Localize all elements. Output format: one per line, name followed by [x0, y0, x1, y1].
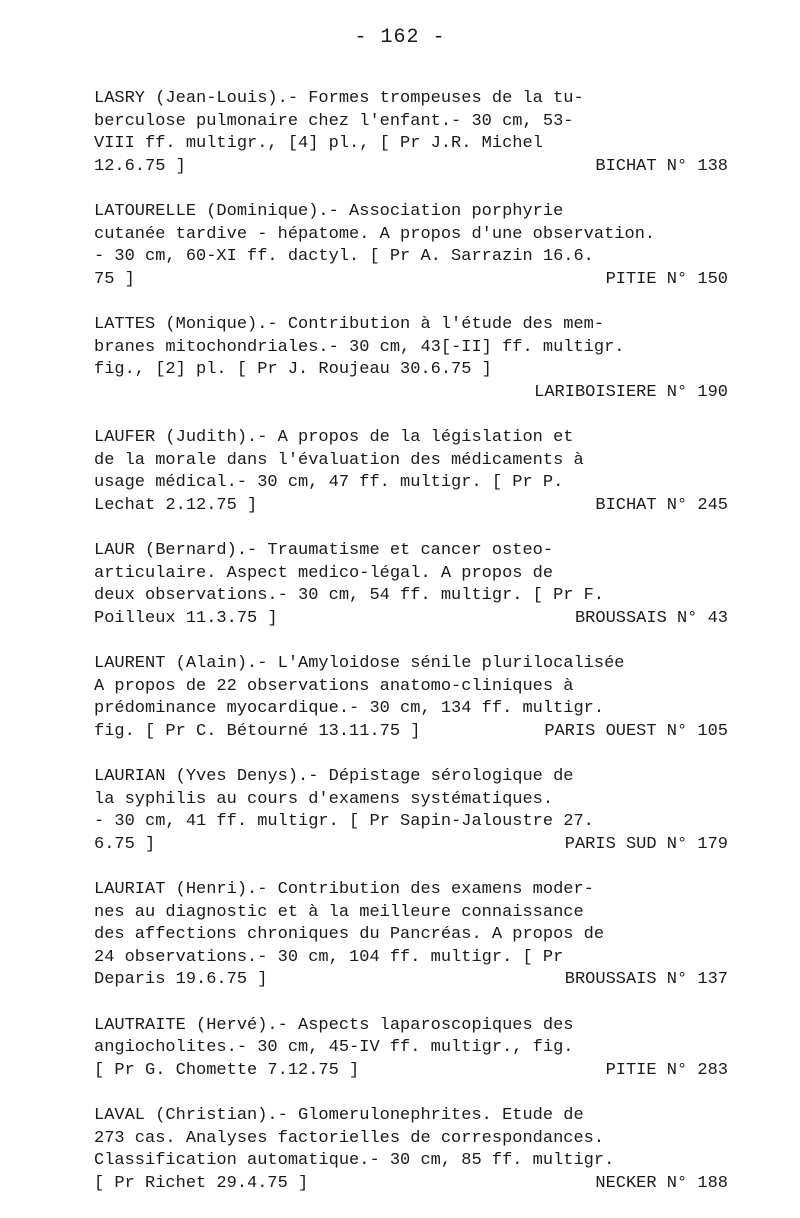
- entry-text-line: Classification automatique.- 30 cm, 85 ff. multigr.: [94, 1151, 615, 1170]
- entry-text-line: LAURENT (Alain).- L'Amyloidose sénile plurilocalisée: [94, 654, 625, 673]
- entry-text-line: [ Pr Richet 29.4.75 ]: [94, 1173, 309, 1193]
- entry-location: NECKER N° 188: [595, 1173, 728, 1193]
- entry-text-line: de la morale dans l'évaluation des médicaments à: [94, 450, 584, 470]
- entry-location: PITIE N° 150: [605, 269, 728, 289]
- entry-text-line: A propos de 22 observations anatomo-cliniques à: [94, 676, 574, 696]
- entry-text-line: LASRY (Jean-Louis).- Formes trompeuses de la tu-: [94, 89, 584, 108]
- entry-last-line: [94, 969, 734, 992]
- entry-text-line: LAURIAT (Henri).- Contribution des examens moder-: [94, 880, 594, 899]
- entry-text-line: 6.75 ]: [94, 834, 156, 854]
- entry-text-line: Deparis 19.6.75 ]: [94, 970, 268, 989]
- entry-location: BICHAT N° 245: [595, 495, 728, 515]
- entry-text-line: Lechat 2.12.75 ]: [94, 495, 258, 515]
- entry-location: PARIS OUEST N° 105: [544, 721, 728, 741]
- entry-last-line: [94, 1060, 734, 1083]
- catalog-entry: [94, 1015, 734, 1083]
- entry-text-line: articulaire. Aspect medico-légal. A propos de: [94, 563, 554, 583]
- entry-text-line: 75 ]: [94, 269, 135, 289]
- entry-last-line: [94, 382, 734, 405]
- entry-text-line: cutanée tardive - hépatome. A propos d'une observation.: [94, 224, 656, 244]
- entry-last-line: [94, 1173, 734, 1196]
- entry-location: BROUSSAIS N° 43: [574, 608, 728, 628]
- entry-text-line: LATOURELLE (Dominique).- Association porphyrie: [94, 202, 564, 221]
- entry-text-line: 12.6.75 ]: [94, 156, 186, 176]
- entry-text-line: la syphilis au cours d'examens systématiques.: [94, 789, 554, 809]
- catalog-entry: [94, 314, 734, 404]
- entry-text-line: des affections chroniques du Pancréas. A propos de: [94, 925, 605, 944]
- entry-text-line: LAURIAN (Yves Denys).- Dépistage sérologique de: [94, 767, 574, 786]
- entry-text-line: prédominance myocardique.- 30 cm, 134 ff. multigr.: [94, 699, 605, 718]
- catalog-entry: [94, 879, 734, 992]
- entry-location: BICHAT N° 138: [595, 156, 728, 176]
- catalog-entry: [94, 766, 734, 856]
- entry-location: PITIE N° 283: [605, 1060, 728, 1080]
- entry-text-line: LAUFER (Judith).- A propos de la législation et: [94, 428, 574, 447]
- entry-text-line: VIII ff. multigr., [4] pl., [ Pr J.R. Michel: [94, 134, 543, 153]
- entry-text-line: berculose pulmonaire chez l'enfant.- 30 cm, 53-: [94, 111, 574, 131]
- entry-text-line: LAUTRAITE (Hervé).- Aspects laparoscopiques des: [94, 1015, 574, 1035]
- entry-location: LARIBOISIERE N° 190: [534, 382, 728, 402]
- entry-last-line: [94, 269, 734, 292]
- catalog-entry: [94, 540, 734, 630]
- catalog-entry: [94, 1105, 734, 1195]
- catalog-entry: [94, 201, 734, 291]
- entry-text-line: - 30 cm, 60-XI ff. dactyl. [ Pr A. Sarrazin 16.6.: [94, 247, 594, 266]
- entry-last-line: [94, 156, 734, 179]
- entry-text-line: usage médical.- 30 cm, 47 ff. multigr. [ Pr P.: [94, 473, 564, 492]
- entry-last-line: [94, 834, 734, 857]
- entry-text-line: fig. [ Pr C. Bétourné 13.11.75 ]: [94, 721, 421, 741]
- entry-text-line: deux observations.- 30 cm, 54 ff. multigr. [ Pr F.: [94, 586, 605, 605]
- entry-text-line: LAUR (Bernard).- Traumatisme et cancer osteo-: [94, 541, 554, 560]
- entry-text-line: fig., [2] pl. [ Pr J. Roujeau 30.6.75 ]: [94, 360, 492, 379]
- entry-text-line: nes au diagnostic et à la meilleure connaissance: [94, 902, 584, 922]
- entry-text-line: angiocholites.- 30 cm, 45-IV ff. multigr., fig.: [94, 1038, 574, 1057]
- entry-last-line: [94, 495, 734, 518]
- entry-text-line: [ Pr G. Chomette 7.12.75 ]: [94, 1060, 360, 1080]
- catalog-entries: [94, 88, 734, 1218]
- catalog-entry: [94, 653, 734, 743]
- entry-location: PARIS SUD N° 179: [564, 834, 728, 854]
- catalog-entry: [94, 88, 734, 178]
- entry-last-line: [94, 608, 734, 631]
- entry-text-line: Poilleux 11.3.75 ]: [94, 608, 278, 628]
- entry-text-line: LATTES (Monique).- Contribution à l'étude des mem-: [94, 315, 605, 334]
- page-number: - 162 -: [354, 26, 446, 49]
- entry-last-line: [94, 721, 734, 744]
- catalog-entry: [94, 427, 734, 517]
- entry-text-line: - 30 cm, 41 ff. multigr. [ Pr Sapin-Jaloustre 27.: [94, 812, 594, 831]
- entry-location: BROUSSAIS N° 137: [564, 970, 728, 989]
- entry-text-line: 273 cas. Analyses factorielles de correspondances.: [94, 1128, 605, 1148]
- entry-text-line: LAVAL (Christian).- Glomerulonephrites. Etude de: [94, 1106, 584, 1125]
- entry-text-line: branes mitochondriales.- 30 cm, 43[-II] ff. multigr.: [94, 337, 625, 357]
- entry-text-line: 24 observations.- 30 cm, 104 ff. multigr. [ Pr: [94, 947, 564, 967]
